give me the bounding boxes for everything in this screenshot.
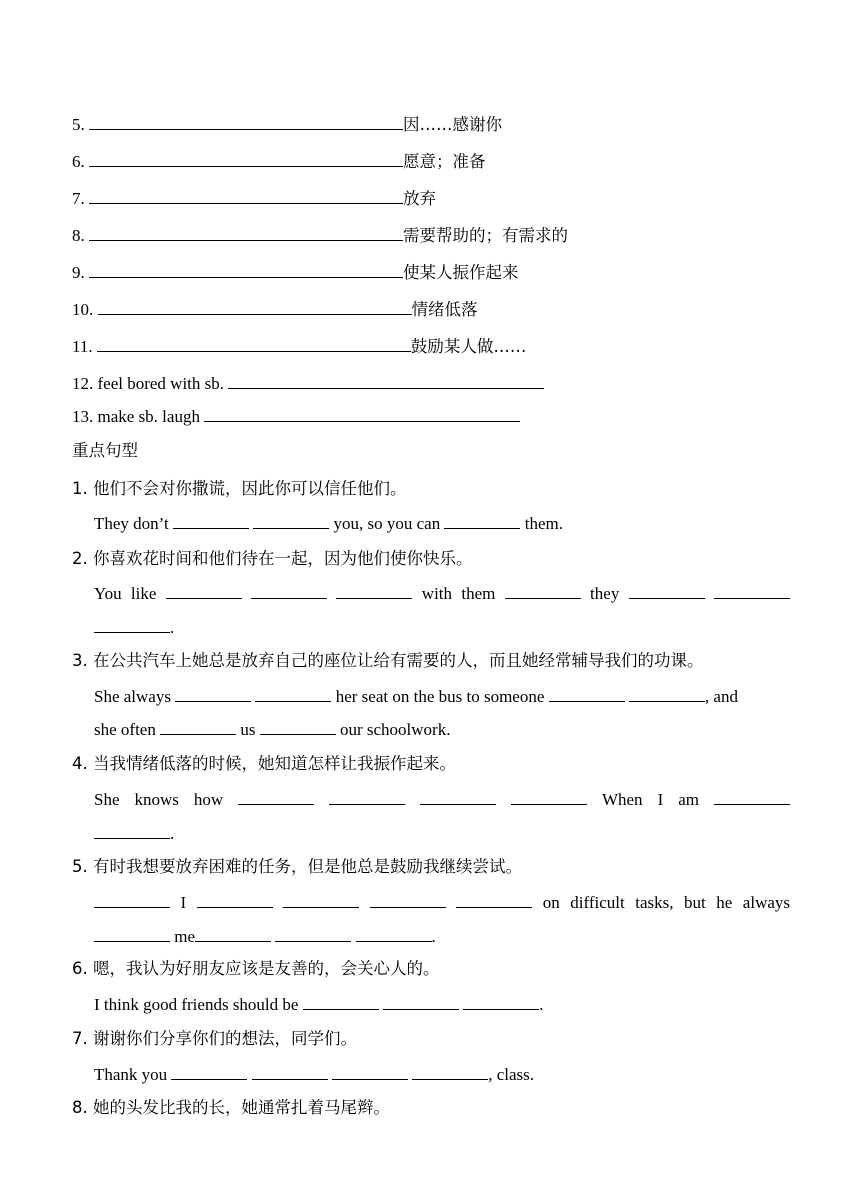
sentence-english: You like with them they — [94, 582, 790, 605]
answer-blank[interactable] — [97, 335, 411, 352]
item-number: 8. — [72, 226, 85, 245]
chinese-meaning: 因……感谢你 — [403, 115, 502, 134]
sentence-english: They don’t you, so you can them. — [94, 514, 563, 533]
answer-blank[interactable] — [420, 788, 496, 805]
answer-blank[interactable] — [175, 685, 251, 702]
answer-blank[interactable] — [98, 298, 412, 315]
item-number: 7. — [72, 189, 85, 208]
sentence-chinese: 5. 有时我想要放弃困难的任务，但是他总是鼓励我继续尝试。 — [72, 857, 522, 876]
answer-blank[interactable] — [173, 512, 249, 529]
answer-blank[interactable] — [89, 113, 403, 130]
sentence-english-cont: . — [94, 616, 790, 639]
answer-blank[interactable] — [336, 582, 412, 599]
sentence-chinese: 7. 谢谢你们分享你们的想法，同学们。 — [72, 1029, 357, 1048]
chinese-meaning: 需要帮助的；有需求的 — [403, 226, 568, 245]
sentence-english-cont: she often us our schoolwork. — [94, 720, 451, 739]
answer-blank[interactable] — [629, 582, 705, 599]
answer-blank[interactable] — [356, 925, 432, 942]
answer-blank[interactable] — [370, 891, 446, 908]
chinese-meaning: 鼓励某人做…… — [410, 337, 527, 356]
sentence-chinese: 2. 你喜欢花时间和他们待在一起，因为他们使你快乐。 — [72, 549, 473, 568]
answer-blank[interactable] — [238, 788, 314, 805]
answer-blank[interactable] — [204, 405, 520, 422]
answer-blank[interactable] — [505, 582, 581, 599]
chinese-meaning: 使某人振作起来 — [403, 263, 519, 282]
answer-blank[interactable] — [89, 150, 403, 167]
phrase-item — [72, 335, 526, 358]
phrase-item — [72, 261, 519, 284]
answer-blank[interactable] — [444, 512, 520, 529]
sentence-english-cont: . — [94, 822, 790, 845]
item-number: 6. — [72, 152, 85, 171]
answer-blank[interactable] — [303, 993, 379, 1010]
phrase-item — [72, 150, 486, 173]
answer-blank[interactable] — [251, 582, 327, 599]
english-phrase-item — [72, 405, 520, 428]
answer-blank[interactable] — [94, 925, 170, 942]
sentence-chinese: 8. 她的头发比我的长，她通常扎着马尾辫。 — [72, 1098, 390, 1117]
answer-blank[interactable] — [329, 788, 405, 805]
answer-blank[interactable] — [283, 891, 359, 908]
answer-blank[interactable] — [714, 788, 790, 805]
phrase-item — [72, 298, 478, 321]
answer-blank[interactable] — [260, 718, 336, 735]
sentence-english: Thank you , class. — [94, 1065, 534, 1084]
answer-blank[interactable] — [714, 582, 790, 599]
phrase-item — [72, 224, 568, 247]
english-phrase-item — [72, 372, 544, 395]
phrase-item — [72, 187, 436, 210]
answer-blank[interactable] — [195, 925, 271, 942]
answer-blank[interactable] — [166, 582, 242, 599]
answer-blank[interactable] — [463, 993, 539, 1010]
answer-blank[interactable] — [94, 822, 170, 839]
answer-blank[interactable] — [228, 372, 544, 389]
answer-blank[interactable] — [160, 718, 236, 735]
sentence-english: She knows how When I am — [94, 788, 790, 811]
item-number: 10. — [72, 300, 94, 319]
sentence-english: She always her seat on the bus to someone , and — [94, 687, 738, 706]
sentence-english: I on difficult tasks, but he always — [94, 891, 790, 914]
answer-blank[interactable] — [456, 891, 532, 908]
answer-blank[interactable] — [255, 685, 331, 702]
answer-blank[interactable] — [383, 993, 459, 1010]
item-number: 11. — [72, 337, 93, 356]
answer-blank[interactable] — [511, 788, 587, 805]
answer-blank[interactable] — [332, 1063, 408, 1080]
sentence-english-cont: me . — [94, 925, 790, 948]
answer-blank[interactable] — [89, 261, 403, 278]
sentence-chinese: 1. 他们不会对你撒谎，因此你可以信任他们。 — [72, 479, 407, 498]
sentence-english: I think good friends should be . — [94, 995, 544, 1014]
sentence-chinese: 3. 在公共汽车上她总是放弃自己的座位让给有需要的人，而且她经常辅导我们的功课。 — [72, 651, 704, 670]
answer-blank[interactable] — [412, 1063, 488, 1080]
chinese-meaning: 情绪低落 — [411, 300, 478, 319]
chinese-meaning: 愿意；准备 — [403, 152, 486, 171]
chinese-meaning: 放弃 — [403, 189, 436, 208]
item-number: 9. — [72, 263, 85, 282]
answer-blank[interactable] — [253, 512, 329, 529]
answer-blank[interactable] — [275, 925, 351, 942]
answer-blank[interactable] — [629, 685, 705, 702]
answer-blank[interactable] — [197, 891, 273, 908]
answer-blank[interactable] — [549, 685, 625, 702]
sentence-chinese: 6. 嗯，我认为好朋友应该是友善的，会关心人的。 — [72, 959, 440, 978]
answer-blank[interactable] — [252, 1063, 328, 1080]
english-phrase: 13. make sb. laugh — [72, 407, 200, 426]
answer-blank[interactable] — [171, 1063, 247, 1080]
answer-blank[interactable] — [89, 224, 403, 241]
english-phrase: 12. feel bored with sb. — [72, 374, 225, 393]
phrase-item — [72, 113, 502, 136]
sentence-chinese: 4. 当我情绪低落的时候，她知道怎样让我振作起来。 — [72, 754, 456, 773]
answer-blank[interactable] — [94, 891, 170, 908]
section-title: 重点句型 — [72, 441, 138, 460]
item-number: 5. — [72, 115, 85, 134]
answer-blank[interactable] — [89, 187, 403, 204]
answer-blank[interactable] — [94, 616, 170, 633]
